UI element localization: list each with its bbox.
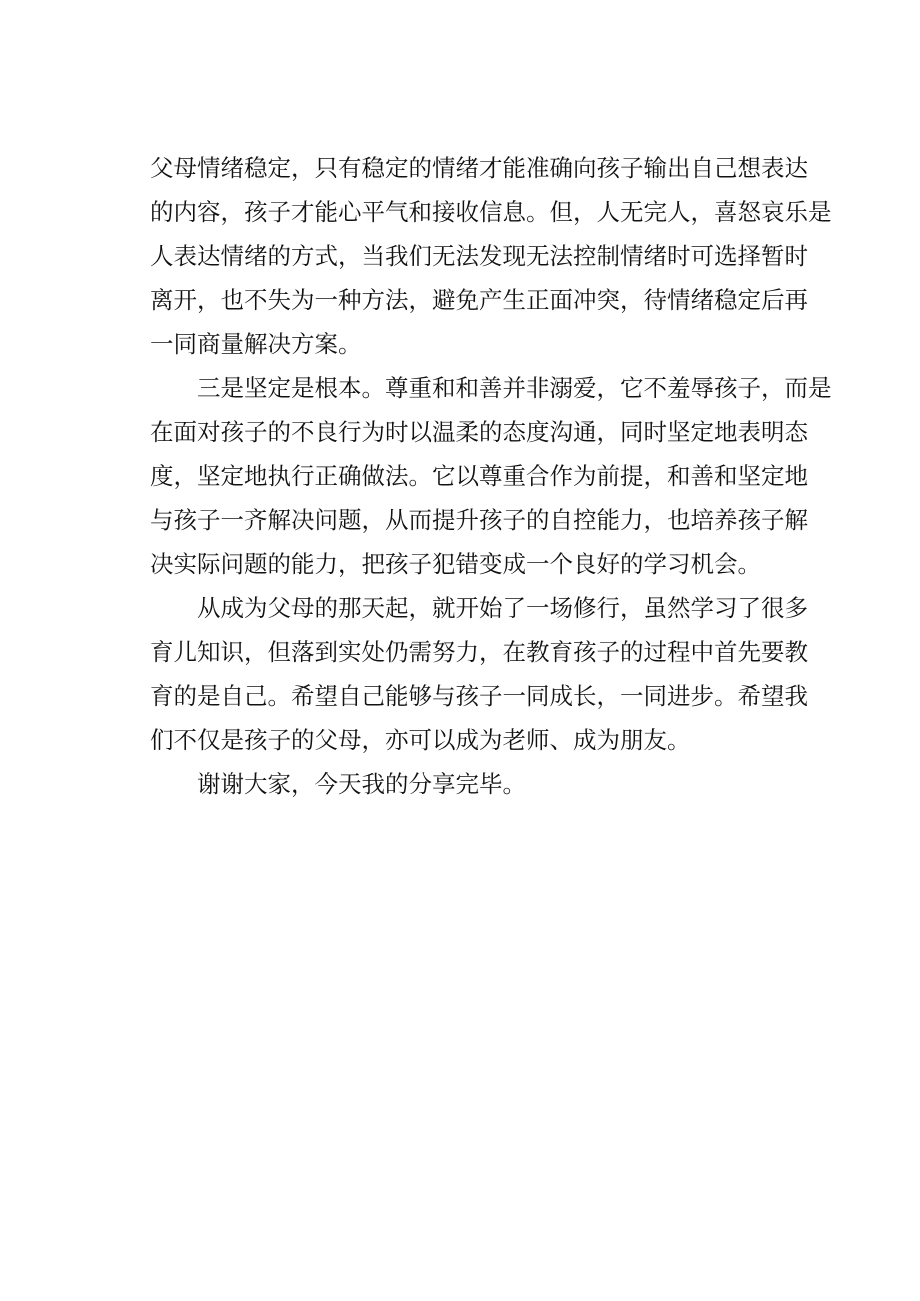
paragraph-line: 三是坚定是根本。尊重和和善并非溺爱，它不羞辱孩子，而是 — [197, 374, 832, 402]
paragraph-line: 育的是自己。希望自己能够与孩子一同成长，一同进步。希望我 — [150, 682, 808, 710]
paragraph-2 — [150, 366, 832, 586]
paragraph-line: 一同商量解决方案。 — [150, 330, 362, 358]
paragraph-line: 们不仅是孩子的父母，亦可以成为老师、成为朋友。 — [150, 726, 691, 754]
paragraph-line: 谢谢大家，今天我的分享完毕。 — [197, 770, 526, 798]
paragraph-line: 人表达情绪的方式，当我们无法发现无法控制情绪时可选择暂时 — [150, 242, 808, 270]
document-body — [150, 146, 832, 806]
paragraph-line: 与孩子一齐解决问题，从而提升孩子的自控能力，也培养孩子解 — [150, 506, 808, 534]
paragraph-3 — [150, 586, 808, 762]
paragraph-line: 育儿知识，但落到实处仍需努力，在教育孩子的过程中首先要教 — [150, 638, 808, 666]
paragraph-line: 在面对孩子的不良行为时以温柔的态度沟通，同时坚定地表明态 — [150, 418, 808, 446]
paragraph-line: 离开，也不失为一种方法，避免产生正面冲突，待情绪稳定后再 — [150, 286, 808, 314]
paragraph-1 — [150, 146, 832, 366]
paragraph-line: 度，坚定地执行正确做法。它以尊重合作为前提，和善和坚定地 — [150, 462, 808, 490]
paragraph-line: 决实际问题的能力，把孩子犯错变成一个良好的学习机会。 — [150, 550, 761, 578]
paragraph-4 — [150, 762, 802, 806]
paragraph-line: 从成为父母的那天起，就开始了一场修行，虽然学习了很多 — [197, 594, 808, 622]
paragraph-line: 父母情绪稳定，只有稳定的情绪才能准确向孩子输出自己想表达 — [150, 154, 808, 182]
paragraph-line: 的内容，孩子才能心平气和接收信息。但，人无完人，喜怒哀乐是 — [150, 198, 832, 226]
